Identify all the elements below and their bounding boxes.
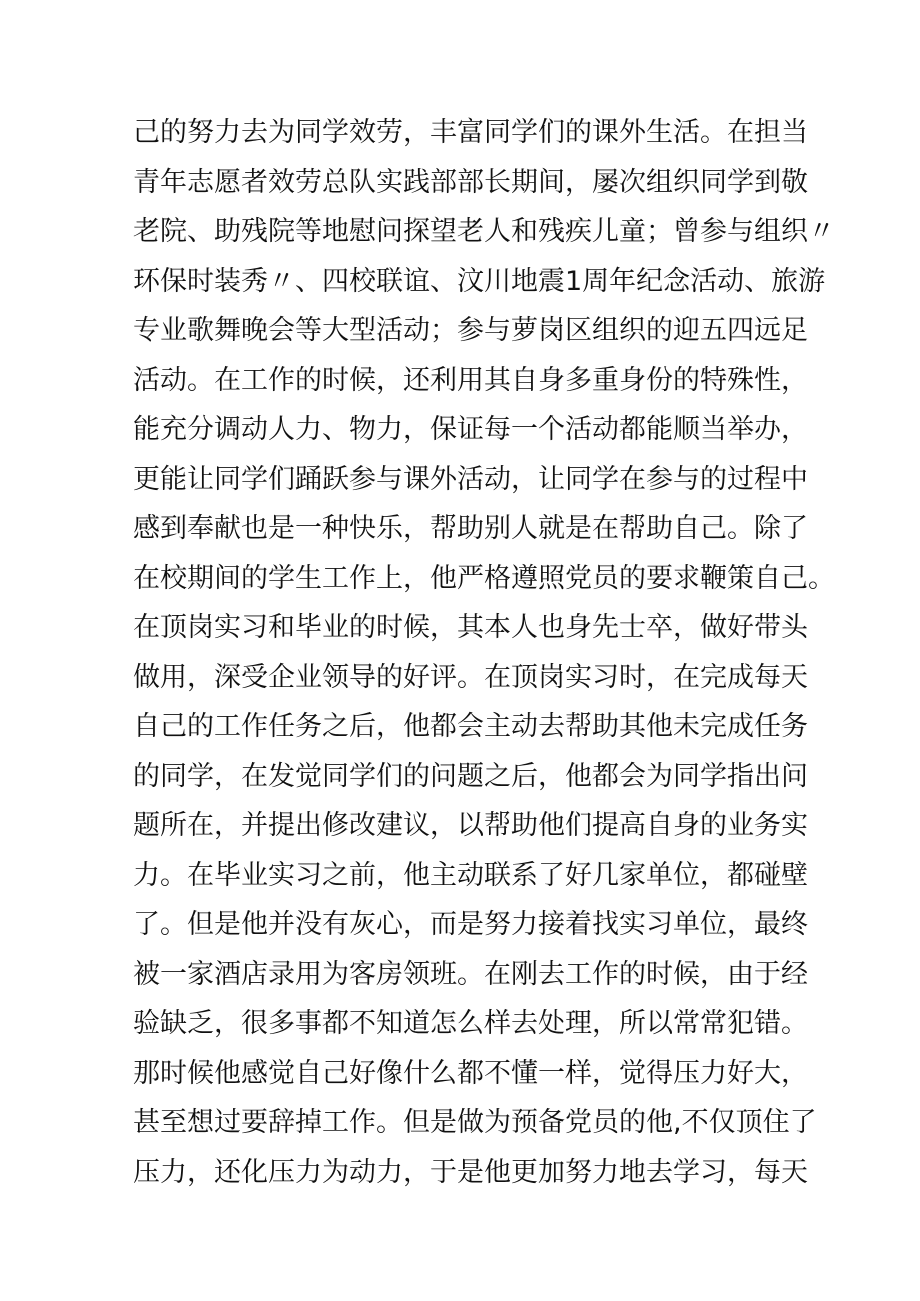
text-line: 做用，深受企业领导的好评。在顶岗实习时，在完成每天 [133,661,808,693]
text-line: 环保时装秀〃、四校联谊、汶川地震1周年纪念活动、旅游 [133,265,826,297]
text-line: 甚至想过要辞掉工作。但是做为预备党员的他,不仅顶住了 [133,1107,817,1138]
body-paragraph [133,108,835,1197]
text-line: 压力，还化压力为动力，于是他更加努力地去学习，每天 [133,1156,808,1188]
text-line: 青年志愿者效劳总队实践部部长期间，屡次组织同学到敬 [133,166,808,198]
text-line: 己的努力去为同学效劳，丰富同学们的课外生活。在担当 [133,117,808,148]
text-line: 力。在毕业实习之前，他主动联系了好几家单位，都碰壁 [133,859,808,891]
text-line: 老院、助残院等地慰问探望老人和残疾儿童；曾参与组织〃 [133,216,835,247]
text-line: 那时候他感觉自己好像什么都不懂一样，觉得压力好大， [133,1057,808,1089]
text-line: 能充分调动人力、物力，保证每一个活动都能顺当举办， [133,414,808,445]
text-line: 感到奉献也是一种快乐，帮助别人就是在帮助自己。除了 [133,513,808,544]
text-line: 被一家酒店录用为客房领班。在刚去工作的时候，由于经 [133,958,808,990]
text-line: 验缺乏，很多事都不知道怎么样去处理，所以常常犯错。 [133,1008,808,1039]
text-line: 更能让同学们踊跃参与课外活动，让同学在参与的过程中 [133,463,808,495]
text-line: 在校期间的学生工作上，他严格遵照党员的要求鞭策自己。 [133,562,835,594]
text-line: 题所在，并提出修改建议，以帮助他们提高自身的业务实 [133,810,808,841]
text-line: 的同学，在发觉同学们的问题之后，他都会为同学指出问 [133,760,808,792]
text-line: 活动。在工作的时候，还利用其自身多重身份的特殊性， [133,364,808,396]
text-line: 在顶岗实习和毕业的时候，其本人也身先士卒，做好带头 [133,612,808,643]
text-line: 了。但是他并没有灰心，而是努力接着找实习单位，最终 [133,909,808,940]
text-line: 专业歌舞晚会等大型活动；参与萝岗区组织的迎五四远足 [133,315,808,346]
text-line: 自己的工作任务之后，他都会主动去帮助其他未完成任务 [133,711,808,742]
